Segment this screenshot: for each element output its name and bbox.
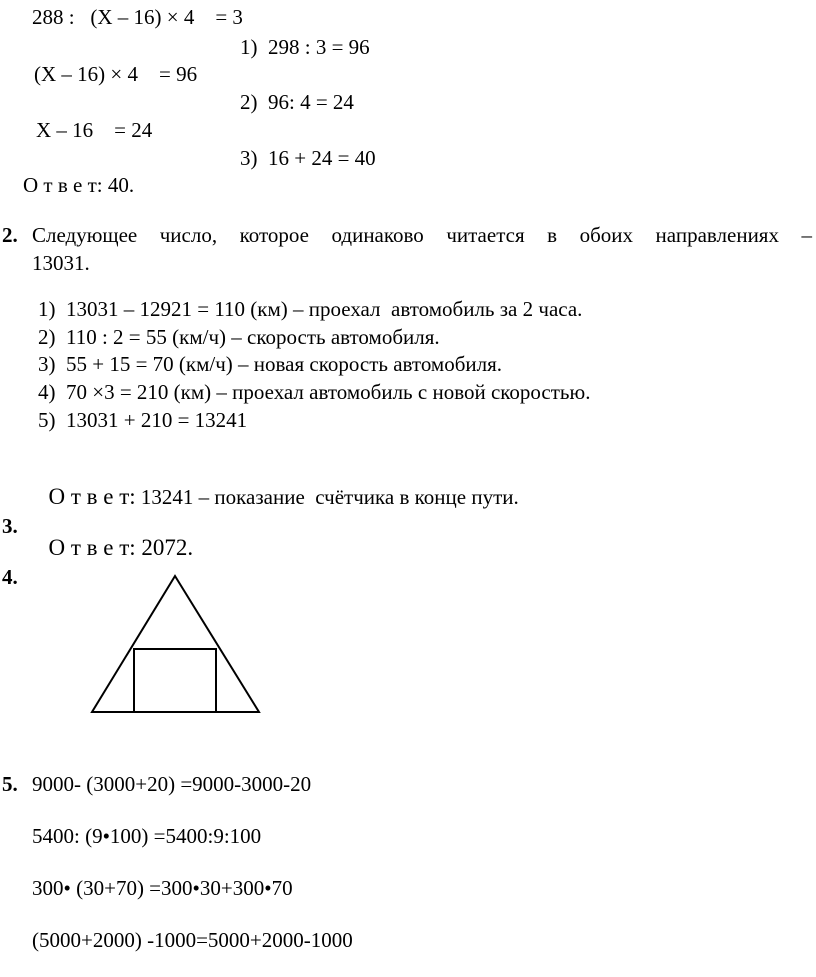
task1-step1: 1) 298 : 3 = 96 (240, 35, 370, 59)
task4-triangle (92, 576, 259, 712)
task4-rectangle (134, 649, 216, 712)
task1-line1: 288 : (Х – 16) × 4 = 3 (32, 5, 243, 29)
task2-step-3: 3) 55 + 15 = 70 (км/ч) – новая скорость автомобиля. (38, 352, 503, 376)
task2-step-1: 1) 13031 – 12921 = 110 (км) – проехал автомобиль за 2 часа. (38, 297, 583, 321)
task3-answer-value: 2072. (135, 535, 194, 560)
task2-number: 2. (2, 223, 18, 247)
task2-text: Следующее число, которое одинаково читается в обоих направлениях – (32, 223, 812, 247)
task2-text-continued: 13031. (32, 251, 90, 275)
task2-step-4: 4) 70 ×3 = 210 (км) – проехал автомобиль с новой скоростью. (38, 380, 591, 404)
task2-answer-text: 13241 – показание счётчика в конце пути. (135, 485, 519, 509)
task3-answer-label: О т в е т: (48, 535, 136, 560)
task5-line-3: 300• (30+70) =300•30+300•70 (32, 876, 293, 900)
task4-number: 4. (2, 565, 18, 589)
task5-line-1: 9000- (3000+20) =9000-3000-20 (32, 772, 312, 796)
task1-line2: (Х – 16) × 4 = 96 (34, 62, 198, 86)
task2-step-5: 5) 13031 + 210 = 13241 (38, 408, 248, 432)
task2-answer-label: О т в е т: (48, 484, 136, 509)
task5-line-2: 5400: (9•100) =5400:9:100 (32, 824, 262, 848)
task2-step-2: 2) 110 : 2 = 55 (км/ч) – скорость автомобиля. (38, 325, 440, 349)
task3-number: 3. (2, 514, 18, 538)
task1-line3: Х – 16 = 24 (36, 118, 153, 142)
task1-answer: О т в е т: 40. (23, 173, 135, 197)
task1-step2: 2) 96: 4 = 24 (240, 90, 354, 114)
task5-number: 5. (2, 772, 18, 796)
task5-line-4: (5000+2000) -1000=5000+2000-1000 (32, 928, 353, 952)
task1-step3: 3) 16 + 24 = 40 (240, 146, 376, 170)
